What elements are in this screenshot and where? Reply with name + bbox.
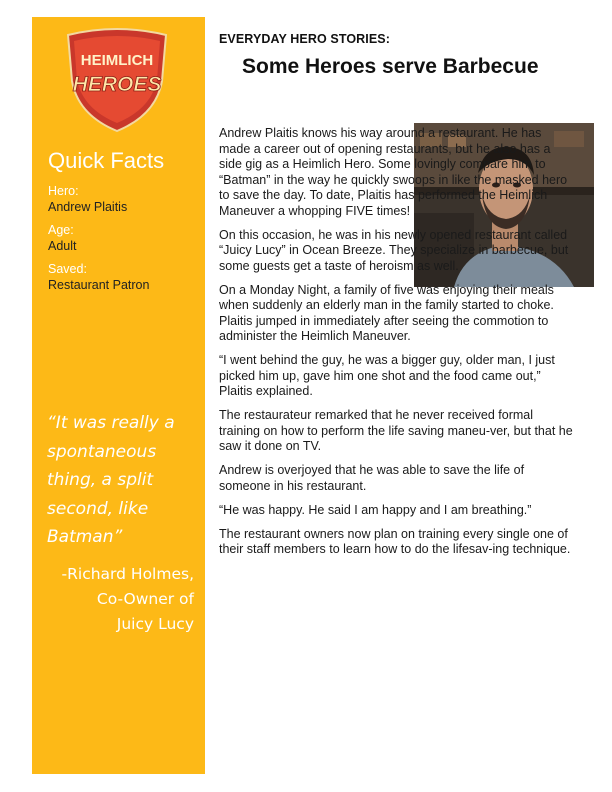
- fact-value-saved: Restaurant Patron: [48, 278, 150, 292]
- article-paragraph: “I went behind the guy, he was a bigger guy, older man, I just picked him up, gave him one shot and the food came out,” Plaitis explained.: [219, 353, 555, 398]
- quote-attribution: [24, 562, 194, 637]
- sidebar: [32, 17, 205, 774]
- quick-facts-title: Quick Facts: [48, 148, 165, 173]
- article-body: [219, 126, 575, 566]
- section-kicker: EVERYDAY HERO STORIES:: [219, 32, 390, 46]
- article-paragraph: The restaurateur remarked that he never received formal training on how to perform the life saving maneu-ver, but that he saw it done on TV.: [219, 408, 573, 453]
- quick-facts-list: [48, 183, 198, 300]
- page-title: Some Heroes serve Barbecue: [242, 55, 539, 78]
- article-paragraph: On this occasion, he was in his newly opened restaurant called “Juicy Lucy” in Ocean Breeze. They specialize in barbecue, but some guests get a taste of heroism as well.: [219, 227, 569, 273]
- fact-value-hero: Andrew Plaitis: [48, 200, 128, 214]
- article-paragraph: On a Monday Night, a family of five was enjoying their meals when suddenly an elderly man in the family started to choke. Plaitis jumped in immediately after seeing the commotion to administer the Heimlich Maneuver.: [219, 282, 554, 343]
- pull-quote: “It was really a spontaneous thing, a split second, like Batman”: [47, 413, 175, 547]
- logo-bottom-word: HEROES: [72, 73, 162, 96]
- fact-label-age: Age:: [48, 223, 74, 237]
- article-paragraph: Andrew Plaitis knows his way around a restaurant. He has made a career out of opening restaurants, but he also has a side gig as a Heimlich Hero. Some lovingly compare him to “Batman” in the way he quickly swoops in like the masked hero to save the day. To date, Plaitis has performed the Heimlich Maneuver a whopping FIVE times!: [219, 126, 568, 218]
- article-paragraph: Andrew is overjoyed that he was able to save the life of someone in his restaurant.: [219, 463, 525, 493]
- attribution-line: Co-Owner of: [96, 590, 194, 608]
- fact-value-age: Adult: [48, 239, 77, 253]
- attribution-line: -Richard Holmes,: [61, 565, 194, 583]
- article-paragraph: “He was happy. He said I am happy and I am breathing.”: [219, 502, 532, 517]
- fact-label-hero: Hero:: [48, 184, 79, 198]
- logo-top-word: HEIMLICH: [80, 52, 154, 69]
- article-paragraph: The restaurant owners now plan on training every single one of their staff members to learn how to do the lifesav-ing technique.: [219, 526, 571, 556]
- attribution-line: Juicy Lucy: [116, 615, 194, 633]
- fact-label-saved: Saved:: [48, 262, 87, 276]
- heimlich-heroes-logo: [60, 25, 174, 135]
